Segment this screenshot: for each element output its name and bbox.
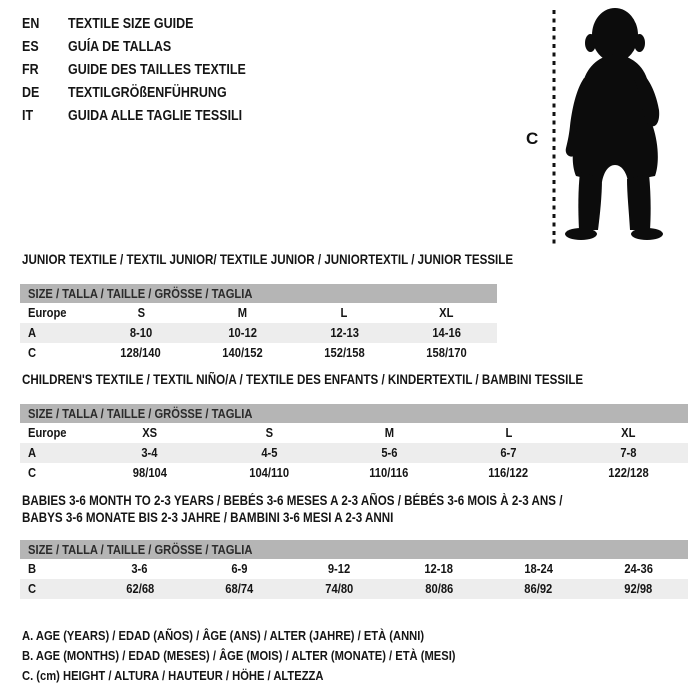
cell-text: ES — [22, 38, 39, 55]
table-cell — [289, 579, 389, 599]
table-cell — [210, 463, 330, 483]
table-row — [20, 463, 688, 483]
cell-text: C — [28, 581, 37, 596]
table-row — [20, 343, 497, 363]
cell-text: 4-5 — [261, 445, 278, 460]
row-label — [20, 559, 90, 579]
table-cell — [489, 579, 589, 599]
cell-text: 3-6 — [131, 561, 148, 576]
table-cell — [389, 559, 489, 579]
cell-text: GUÍA DE TALLAS — [68, 38, 172, 55]
cell-text: 5-6 — [380, 445, 398, 460]
table-cell — [90, 423, 210, 443]
cell-text: 68/74 — [225, 581, 254, 596]
cell-text: 7-8 — [620, 445, 637, 460]
table-cell — [395, 323, 497, 343]
toddler-silhouette-icon — [565, 8, 663, 240]
language-label — [68, 62, 275, 78]
table-cell — [192, 303, 294, 323]
cell-text: TEXTILE SIZE GUIDE — [68, 15, 194, 32]
cell-text: 122/128 — [607, 465, 649, 480]
table-row — [20, 323, 497, 343]
babies-table-title-line1: BABIES 3-6 MONTH TO 2-3 YEARS / BEBÉS 3-6 MESES A 2-3 AÑOS / BÉBÉS 3-6 MOIS À 2-3 ANS / — [22, 493, 563, 508]
language-row — [22, 104, 275, 127]
table-cell — [90, 343, 192, 363]
cell-text: S — [137, 305, 145, 320]
table-cell — [90, 559, 190, 579]
table-cell — [568, 423, 688, 443]
table-cell — [588, 559, 688, 579]
table-row — [20, 559, 688, 579]
row-label — [20, 423, 90, 443]
footnote — [22, 626, 526, 646]
babies-table-title-line2: BABYS 3-6 MONATE BIS 2-3 JAHRE / BAMBINI 3-6 MESI A 2-3 ANNI — [22, 510, 394, 525]
cell-text: 104/110 — [249, 465, 290, 480]
junior-table-title: JUNIOR TEXTILE / TEXTIL JUNIOR/ TEXTILE JUNIOR / JUNIORTEXTIL / JUNIOR TESSILE — [22, 252, 514, 267]
cell-text: 140/152 — [222, 345, 263, 360]
footnotes — [22, 626, 526, 686]
cell-text: 86/92 — [524, 581, 553, 596]
table-header: SIZE / TALLA / TAILLE / GRÖSSE / TAGLIA — [20, 404, 688, 423]
table-cell — [294, 303, 396, 323]
cell-text: 110/116 — [369, 465, 409, 480]
cell-text: 14-16 — [431, 325, 461, 340]
language-row — [22, 58, 275, 81]
cell-text: C — [28, 345, 37, 360]
language-code — [22, 16, 68, 32]
cell-text: 8-10 — [129, 325, 153, 340]
cell-text: B — [28, 561, 37, 576]
language-label — [68, 39, 188, 55]
cell-text: 6-7 — [500, 445, 517, 460]
cell-text: 158/170 — [425, 345, 467, 360]
junior-size-table — [20, 284, 497, 363]
table-cell — [289, 559, 389, 579]
measure-label-c: C — [526, 129, 539, 148]
cell-text: M — [237, 305, 248, 320]
table-cell — [190, 579, 290, 599]
language-code — [22, 39, 68, 55]
table-row — [20, 579, 688, 599]
table-cell — [329, 463, 449, 483]
table-cell — [90, 463, 210, 483]
table-cell — [489, 559, 589, 579]
cell-text: Europe — [28, 425, 67, 440]
cell-text: 128/140 — [120, 345, 162, 360]
language-code — [22, 85, 68, 101]
table-row — [20, 423, 688, 443]
row-label — [20, 303, 90, 323]
table-cell — [192, 323, 294, 343]
table-row — [20, 303, 497, 323]
table-cell — [449, 443, 569, 463]
cell-text: 12-18 — [424, 561, 454, 576]
table-cell — [90, 443, 210, 463]
table-cell — [395, 303, 497, 323]
cell-text: 80/86 — [424, 581, 453, 596]
table-cell — [449, 423, 569, 443]
row-label — [20, 463, 90, 483]
cell-text: B. AGE (MONTHS) / EDAD (MESES) / ÂGE (MOIS) / ALTER (MONATE) / ETÀ (MESI) — [22, 648, 456, 663]
children-table-title: CHILDREN'S TEXTILE / TEXTIL NIÑO/A / TEXTILE DES ENFANTS / KINDERTEXTIL / BAMBINI TESSILE — [22, 372, 584, 387]
cell-text: GUIDA ALLE TAGLIE TESSILI — [68, 107, 243, 124]
table-cell — [294, 323, 396, 343]
cell-text: DE — [22, 84, 40, 101]
cell-text: XL — [621, 425, 636, 440]
language-label — [68, 85, 252, 101]
cell-text: 152/158 — [324, 345, 365, 360]
cell-text: L — [505, 425, 512, 440]
cell-text: 116/122 — [488, 465, 529, 480]
language-row — [22, 81, 275, 104]
cell-text: 6-9 — [231, 561, 248, 576]
cell-text: XL — [438, 305, 454, 320]
language-row — [22, 35, 275, 58]
table-cell — [395, 343, 497, 363]
cell-text: GUIDE DES TAILLES TEXTILE — [68, 61, 246, 78]
cell-text: 18-24 — [524, 561, 553, 576]
table-cell — [210, 423, 330, 443]
cell-text: 9-12 — [327, 561, 351, 576]
table-cell — [90, 579, 190, 599]
table-header: SIZE / TALLA / TAILLE / GRÖSSE / TAGLIA — [20, 540, 688, 559]
cell-text: C — [28, 465, 37, 480]
table-cell — [568, 443, 688, 463]
footnote — [22, 646, 526, 666]
cell-text: 92/98 — [624, 581, 653, 596]
language-code — [22, 62, 68, 78]
cell-text: XS — [142, 425, 158, 440]
row-label — [20, 323, 90, 343]
table-cell — [449, 463, 569, 483]
cell-text: 74/80 — [325, 581, 354, 596]
table-cell — [90, 303, 192, 323]
cell-text: M — [384, 425, 394, 440]
cell-text: L — [340, 305, 348, 320]
table-cell — [192, 343, 294, 363]
table-cell — [588, 579, 688, 599]
table-cell — [568, 463, 688, 483]
figure-block — [518, 4, 690, 248]
table-cell — [294, 343, 396, 363]
table-cell — [329, 423, 449, 443]
row-label — [20, 579, 90, 599]
table-row — [20, 443, 688, 463]
cell-text: 62/68 — [125, 581, 154, 596]
table-cell — [329, 443, 449, 463]
cell-text: IT — [22, 107, 34, 124]
cell-text: 98/104 — [132, 465, 167, 480]
cell-text: TEXTILGRÖßENFÜHRUNG — [68, 84, 227, 101]
language-label — [68, 108, 270, 124]
footnote — [22, 666, 526, 686]
cell-text: 24-36 — [623, 561, 653, 576]
cell-text: EN — [22, 15, 40, 32]
language-list — [22, 12, 275, 127]
table-cell — [210, 443, 330, 463]
table-header: SIZE / TALLA / TAILLE / GRÖSSE / TAGLIA — [20, 284, 497, 303]
cell-text: C. (cm) HEIGHT / ALTURA / HAUTEUR / HÖHE / ALTEZZA — [22, 668, 324, 683]
language-code — [22, 108, 68, 124]
table-cell — [190, 559, 290, 579]
cell-text: A — [28, 325, 37, 340]
cell-text: A. AGE (YEARS) / EDAD (AÑOS) / ÂGE (ANS) / ALTER (JAHRE) / ETÀ (ANNI) — [22, 628, 425, 643]
cell-text: 10-12 — [228, 325, 257, 340]
cell-text: 3-4 — [141, 445, 158, 460]
children-size-table — [20, 404, 688, 483]
table-cell — [90, 323, 192, 343]
cell-text: Europe — [28, 305, 67, 320]
row-label — [20, 443, 90, 463]
cell-text: A — [28, 445, 37, 460]
babies-size-table — [20, 540, 688, 599]
toddler-figure — [518, 4, 690, 248]
language-label — [68, 16, 214, 32]
row-label — [20, 343, 90, 363]
cell-text: 12-13 — [330, 325, 359, 340]
cell-text: FR — [22, 61, 39, 78]
table-cell — [389, 579, 489, 599]
cell-text: S — [265, 425, 274, 440]
language-row — [22, 12, 275, 35]
